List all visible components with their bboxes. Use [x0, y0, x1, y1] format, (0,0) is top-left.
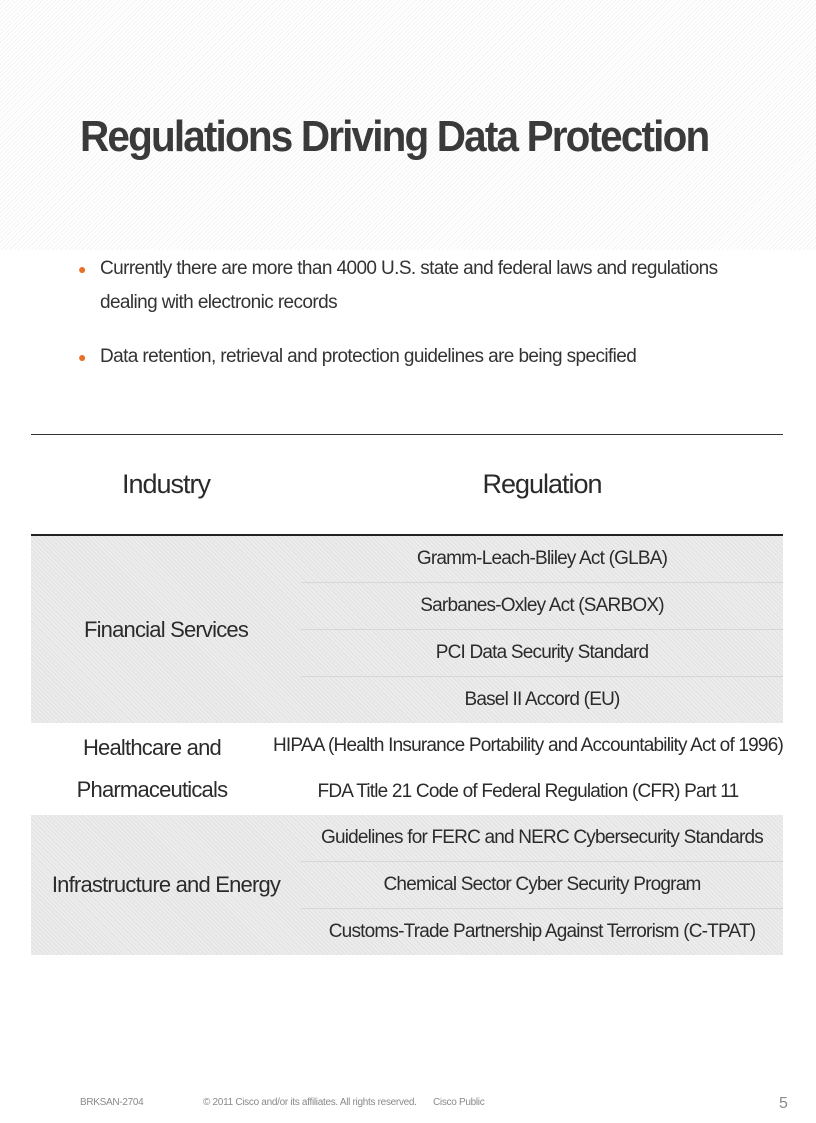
regulation-cell: HIPAA (Health Insurance Portability and Accountability Act of 1996) — [272, 735, 783, 756]
table-group-financial — [31, 536, 783, 723]
industry-cell: Financial Services — [83, 616, 249, 642]
bullet-text: Data retention, retrieval and protection guidelines are being specified — [100, 346, 637, 367]
regulation-cells — [273, 723, 783, 815]
table-group-infrastructure — [31, 815, 783, 955]
regulation-cell: Guidelines for FERC and NERC Cybersecurity Standards — [320, 827, 764, 848]
regulation-cell: Basel II Accord (EU) — [301, 676, 783, 723]
bullet-list — [78, 252, 758, 374]
regulation-cell: Gramm-Leach-Bliley Act (GLBA) — [416, 548, 668, 569]
bullet-item — [78, 340, 758, 374]
regulation-cell: Sarbanes-Oxley Act (SARBOX) — [301, 582, 783, 629]
footer-session-code: BRKSAN-2704 — [80, 1097, 144, 1108]
header-regulation: Regulation — [482, 469, 602, 499]
table-header-row — [31, 435, 783, 536]
page-number: 5 — [779, 1095, 788, 1112]
footer-copyright: © 2011 Cisco and/or its affiliates. All rights reserved. — [203, 1097, 417, 1108]
industry-cell — [31, 723, 273, 815]
regulation-cell: Chemical Sector Cyber Security Program — [301, 861, 783, 908]
bullet-dot-icon: ● — [78, 349, 86, 365]
regulation-cell: FDA Title 21 Code of Federal Regulation (CFR) Part 11 — [317, 781, 739, 802]
industry-line: Healthcare and — [82, 735, 221, 760]
regulation-cells — [301, 536, 783, 723]
footer-classification: Cisco Public — [433, 1097, 485, 1108]
bullet-dot-icon: ● — [78, 261, 86, 277]
bullet-item — [78, 252, 758, 320]
regulations-table — [31, 434, 783, 955]
table-group-healthcare — [31, 723, 783, 815]
regulation-cell: Customs-Trade Partnership Against Terrorism (C-TPAT) — [301, 908, 783, 955]
header-industry: Industry — [121, 469, 211, 499]
regulation-cells — [301, 815, 783, 955]
page-title: Regulations Driving Data Protection — [80, 112, 709, 161]
industry-cell: Infrastructure and Energy — [51, 872, 281, 897]
industry-line: Pharmaceuticals — [76, 777, 228, 802]
bullet-text: Currently there are more than 4000 U.S. state and federal laws and regulations dealing with electronic records — [100, 258, 718, 313]
regulation-cell: PCI Data Security Standard — [301, 629, 783, 676]
